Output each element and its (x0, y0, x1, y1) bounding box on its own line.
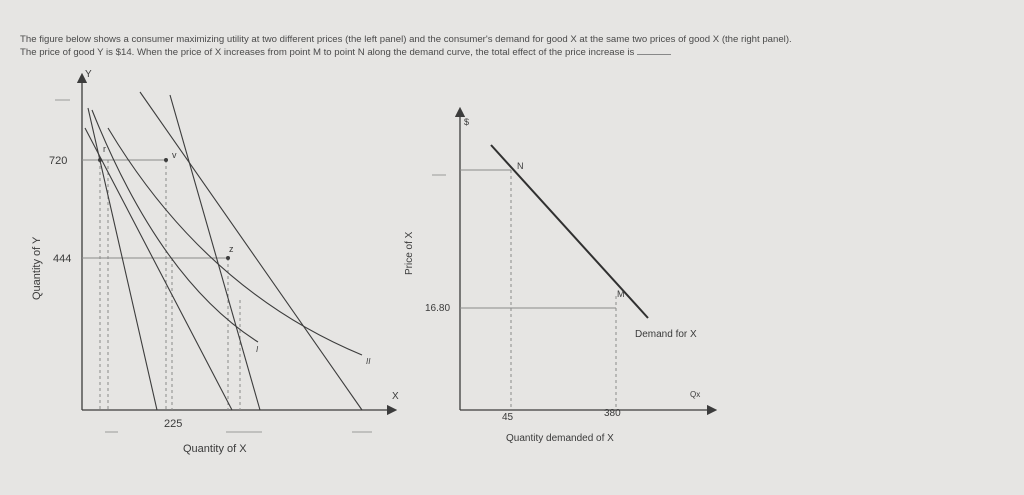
point-M-label: M (617, 289, 625, 299)
x-tick-225: 225 (164, 418, 183, 430)
demand-label: Demand for X (635, 329, 697, 340)
question-line-2-text: The price of good Y is $14. When the price of X increases from point M to point N along the demand curve, the total effect of the price increase is (20, 46, 635, 58)
left-x-axis-name: X (392, 391, 399, 402)
x-tick-45: 45 (502, 412, 514, 423)
right-panel (404, 112, 712, 444)
right-x-axis-title: Quantity demanded of X (506, 433, 614, 444)
point-v-label: v (172, 150, 177, 160)
curve-II-label: II (366, 357, 371, 366)
point-z (226, 256, 230, 260)
budget-line-3 (140, 92, 362, 410)
point-z-label: z (229, 244, 234, 254)
left-x-axis-title: Quantity of X (183, 443, 247, 455)
x-tick-380: 380 (604, 408, 621, 419)
question-line-1: The figure below shows a consumer maximizing utility at two different prices (the left panel) and the consumer's demand for good X at the same two prices of good X (the right panel). (20, 34, 792, 45)
left-y-axis-name: Y (85, 69, 92, 80)
curve-I-label: I (256, 345, 259, 354)
point-r (98, 158, 102, 162)
right-x-axis-name: Qx (690, 390, 701, 399)
budget-line-2 (85, 128, 232, 410)
left-y-axis-title: Quantity of Y (31, 236, 43, 300)
point-v (164, 158, 168, 162)
right-y-axis-title: Price of X (404, 231, 415, 275)
y-tick-720: 720 (49, 155, 68, 167)
right-y-axis-name: $ (464, 117, 470, 127)
price-tick-16-80: 16.80 (425, 303, 451, 314)
point-r-label: r (103, 144, 106, 154)
y-tick-444: 444 (53, 253, 72, 265)
point-N-label: N (517, 161, 524, 171)
budget-line-4 (170, 95, 260, 410)
left-panel (31, 69, 399, 455)
